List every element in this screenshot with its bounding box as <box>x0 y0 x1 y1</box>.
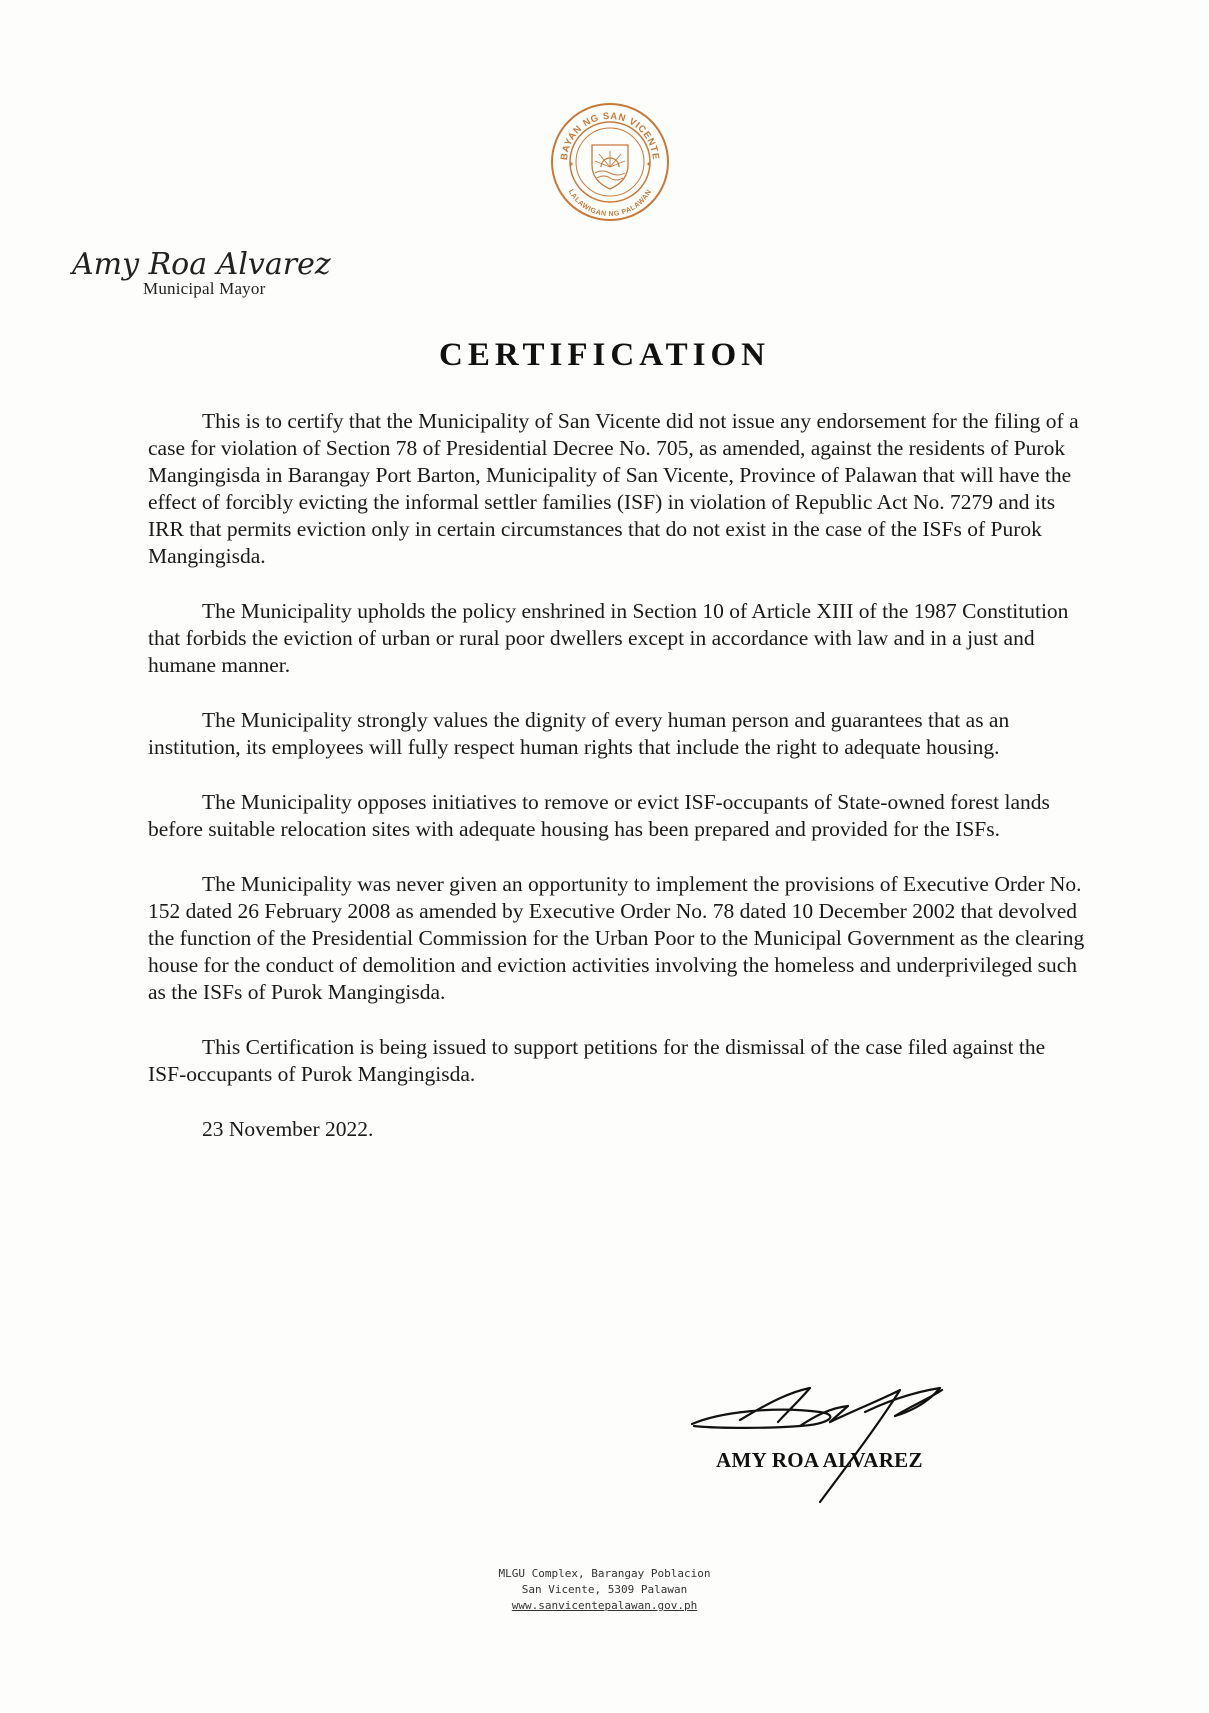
municipal-seal-icon <box>549 101 671 223</box>
paragraph-purpose: This Certification is being issued to support petitions for the dismissal of the case filed against the ISF-occupants of Purok Mangingisda. <box>148 1035 1046 1086</box>
footer-address-line2: San Vicente, 5309 Palawan <box>521 1583 688 1596</box>
footer-address <box>0 1566 1209 1614</box>
document-title: CERTIFICATION <box>439 337 770 373</box>
paragraph-human-rights: The Municipality strongly values the dignity of every human person and guarantees that as an institution, its employees will fully respect human rights that include the right to adequate housing. <box>148 708 1010 759</box>
handwritten-signature-icon <box>680 1382 1020 1512</box>
signatory-name: AMY ROA ALVAREZ <box>716 1448 923 1472</box>
document-body <box>148 408 1086 1143</box>
footer-website-link[interactable]: www.sanvicentepalawan.gov.ph <box>511 1599 698 1612</box>
svg-text:LALAWIGAN NG PALAWAN: LALAWIGAN NG PALAWAN <box>566 188 654 219</box>
document-date: 23 November 2022. <box>202 1117 374 1141</box>
mayor-title: Municipal Mayor <box>143 279 266 298</box>
paragraph-relocation: The Municipality opposes initiatives to remove or evict ISF-occupants of State-owned forest lands before suitable relocation sites with adequate housing has been prepared and provided for the ISFs. <box>148 790 1050 841</box>
paragraph-constitution: The Municipality upholds the policy enshrined in Section 10 of Article XIII of the 1987 Constitution that forbids the eviction of urban or rural poor dwellers except in accordance with law and in a just and humane manner. <box>148 599 1069 677</box>
paragraph-endorsement: This is to certify that the Municipality of San Vicente did not issue any endorsement for the filing of a case for violation of Section 78 of Presidential Decree No. 705, as amended, against the residents of Purok Mangingisda in Barangay Port Barton, Municipality of San Vicente, Province of Palawan that will have the effect of forcibly evicting the informal settler families (ISF) in violation of Republic Act No. 7279 and its IRR that permits eviction only in certain circumstances that do not exist in the case of the ISFs of Purok Mangingisda. <box>148 409 1079 568</box>
footer-address-line1: MLGU Complex, Barangay Poblacion <box>498 1567 711 1580</box>
svg-text:BAYAN NG SAN VICENTE: BAYAN NG SAN VICENTE <box>558 110 662 161</box>
paragraph-executive-order: The Municipality was never given an opportunity to implement the provisions of Executive Order No. 152 dated 26 February 2008 as amended by Executive Order No. 78 dated 10 December 2002 that devolved the function of the Presidential Commission for the Urban Poor to the Municipal Government as the clearing house for the conduct of demolition and eviction activities involving the homeless and underprivileged such as the ISFs of Purok Mangingisda. <box>148 872 1085 1004</box>
svg-text:Amy Roa Alvarez: Amy Roa Alvarez <box>72 247 331 282</box>
